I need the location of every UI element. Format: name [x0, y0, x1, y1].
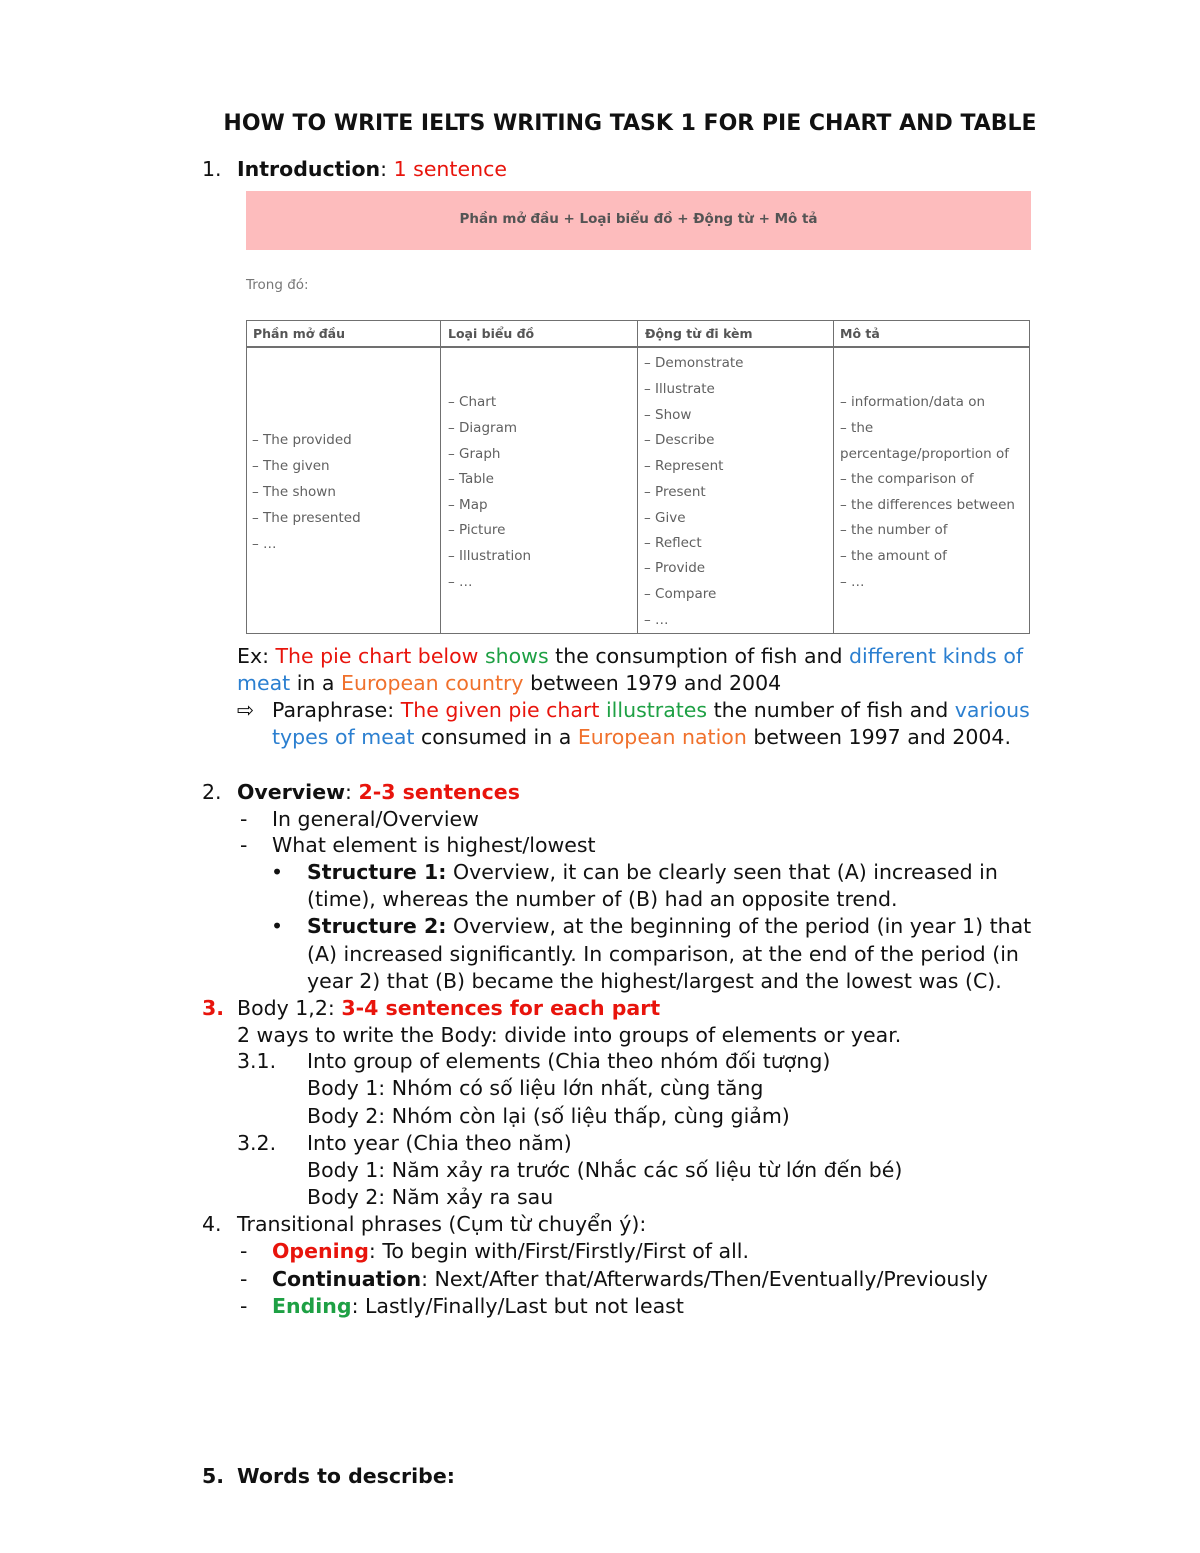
- table-cell: – Compare: [644, 586, 717, 602]
- structure-2-label: Structure 2:: [307, 914, 447, 938]
- example-prefix: Ex:: [237, 644, 276, 668]
- table-cell: – the amount of: [840, 548, 947, 564]
- table-cell: – …: [644, 612, 669, 628]
- words-heading: Words to describe:: [237, 1464, 455, 1488]
- where-label: Trong đó:: [246, 277, 309, 293]
- ending-text: : Lastly/Finally/Last but not least: [351, 1294, 684, 1318]
- bullet-icon: •: [271, 914, 284, 938]
- structure-1-line-2: (time), whereas the number of (B) had an opposite trend.: [307, 887, 898, 911]
- paraphrase-text: between 1997 and 2004.: [746, 725, 1011, 749]
- table-vline-0: [246, 320, 247, 634]
- example-description: meat: [237, 671, 291, 695]
- table-cell: – Reflect: [644, 535, 702, 551]
- body-3-2-title: Into year (Chia theo năm): [307, 1131, 572, 1155]
- paraphrase-prefix: Paraphrase:: [272, 698, 401, 722]
- body-count: 3-4 sentences for each part: [341, 996, 661, 1020]
- table-cell: – the differences between: [840, 497, 1015, 513]
- table-cell: – Represent: [644, 458, 724, 474]
- body-heading: Body 1,2: [237, 996, 328, 1020]
- intro-colon: :: [380, 157, 394, 181]
- arrow-icon: ⇨: [237, 698, 255, 722]
- transition-ending: [272, 1293, 684, 1320]
- overview-heading: Overview: [237, 780, 346, 804]
- opening-label: Opening: [272, 1239, 369, 1263]
- table-cell: – Provide: [644, 560, 706, 576]
- table-cell: – Demonstrate: [644, 355, 744, 371]
- example-description: different kinds of: [849, 644, 1024, 668]
- table-cell: – Give: [644, 510, 686, 526]
- structure-2-line-3: year 2) that (B) became the highest/largest and the lowest was (C).: [307, 969, 1002, 993]
- structure-1-text: Overview, it can be clearly seen that (A) increased in: [446, 860, 998, 884]
- table-header-col4: Mô tả: [840, 326, 880, 341]
- page-title: HOW TO WRITE IELTS WRITING TASK 1 FOR PIE CHART AND TABLE: [223, 111, 1037, 136]
- example-place: European country: [341, 671, 524, 695]
- table-cell: – …: [252, 536, 277, 552]
- dash-icon: -: [240, 833, 248, 857]
- table-cell: – The shown: [252, 484, 336, 500]
- table-cell: – the: [840, 420, 874, 436]
- example-intro-phrase: The pie chart below: [275, 644, 479, 668]
- example-text: in a: [290, 671, 341, 695]
- body-3-2-number: 3.2.: [237, 1131, 277, 1155]
- paraphrase-line-2: [272, 724, 1011, 751]
- table-header-border: [246, 346, 1030, 348]
- words-number: 5.: [202, 1464, 225, 1488]
- table-cell: – The given: [252, 458, 330, 474]
- table-bottom-border: [246, 633, 1030, 634]
- paraphrase-description: types of meat: [272, 725, 415, 749]
- table-cell: – The provided: [252, 432, 352, 448]
- table-cell: – Picture: [448, 522, 506, 538]
- structure-1-line-1: [307, 859, 998, 886]
- table-top-border: [246, 320, 1030, 321]
- overview-colon: :: [345, 780, 359, 804]
- table-cell: – Describe: [644, 432, 715, 448]
- structure-2-line-1: [307, 913, 1031, 940]
- transition-opening: [272, 1238, 749, 1265]
- intro-heading-line: [237, 156, 507, 183]
- paraphrase-text: consumed in a: [414, 725, 578, 749]
- table-cell: – information/data on: [840, 394, 986, 410]
- example-line-1: [237, 643, 1023, 670]
- dash-icon: -: [240, 1239, 248, 1263]
- ending-label: Ending: [272, 1294, 352, 1318]
- table-vline-1: [440, 320, 441, 634]
- table-vline-4: [1029, 320, 1030, 634]
- overview-number: 2.: [202, 780, 222, 804]
- table-cell: – the number of: [840, 522, 948, 538]
- table-cell: – …: [840, 574, 865, 590]
- overview-count: 2-3 sentences: [358, 780, 520, 804]
- example-line-2: [237, 670, 781, 697]
- table-cell: – Show: [644, 407, 692, 423]
- example-text: between 1979 and 2004: [523, 671, 782, 695]
- table-cell: – Chart: [448, 394, 497, 410]
- example-text: the consumption of fish and: [548, 644, 850, 668]
- intro-heading: Introduction: [237, 157, 381, 181]
- body-ways: 2 ways to write the Body: divide into groups of elements or year.: [237, 1023, 902, 1047]
- body-3-1-item-1: Body 1: Nhóm có số liệu lớn nhất, cùng tăng: [307, 1076, 764, 1100]
- dash-icon: -: [240, 1294, 248, 1318]
- table-cell: percentage/proportion of: [840, 446, 1010, 462]
- table-cell: – Map: [448, 497, 488, 513]
- table-cell: – Table: [448, 471, 494, 487]
- table-cell: – Present: [644, 484, 706, 500]
- transitions-heading: Transitional phrases (Cụm từ chuyển ý):: [237, 1212, 647, 1236]
- table-cell: – the comparison of: [840, 471, 974, 487]
- table-cell: – Illustration: [448, 548, 532, 564]
- table-cell: – Diagram: [448, 420, 518, 436]
- body-3-1-item-2: Body 2: Nhóm còn lại (số liệu thấp, cùng giảm): [307, 1104, 790, 1128]
- paraphrase-intro-phrase: The given pie chart: [400, 698, 600, 722]
- table-vline-2: [637, 320, 638, 634]
- overview-heading-line: [237, 779, 520, 806]
- structure-2-text: Overview, at the beginning of the period (in year 1) that: [446, 914, 1032, 938]
- table-cell: – …: [448, 574, 473, 590]
- structure-1-label: Structure 1:: [307, 860, 447, 884]
- overview-item: In general/Overview: [272, 807, 479, 831]
- transition-continuation: [272, 1266, 988, 1293]
- body-heading-line: [237, 995, 660, 1022]
- table-cell: – Illustrate: [644, 381, 715, 397]
- table-cell: – Graph: [448, 446, 501, 462]
- table-vline-3: [833, 320, 834, 634]
- table-header-col2: Loại biểu đồ: [448, 326, 535, 341]
- structure-2-line-2: (A) increased significantly. In comparison, at the end of the period (in: [307, 942, 1019, 966]
- body-3-1-number: 3.1.: [237, 1049, 277, 1073]
- body-number: 3.: [202, 996, 225, 1020]
- continuation-text: : Next/After that/Afterwards/Then/Eventually/Previously: [421, 1267, 988, 1291]
- paraphrase-line-1: [272, 697, 1030, 724]
- body-3-2-item-1: Body 1: Năm xảy ra trước (Nhắc các số liệu từ lớn đến bé): [307, 1158, 903, 1182]
- paraphrase-description: various: [954, 698, 1030, 722]
- formula-box: [246, 191, 1031, 250]
- example-verb: shows: [484, 644, 549, 668]
- paraphrase-verb: illustrates: [605, 698, 708, 722]
- intro-count: 1 sentence: [393, 157, 507, 181]
- table-header-col1: Phần mở đầu: [253, 326, 345, 341]
- paraphrase-place: European nation: [577, 725, 747, 749]
- transitions-number: 4.: [202, 1212, 222, 1236]
- dash-icon: -: [240, 807, 248, 831]
- bullet-icon: •: [271, 860, 284, 884]
- continuation-label: Continuation: [272, 1267, 422, 1291]
- body-3-2-item-2: Body 2: Năm xảy ra sau: [307, 1185, 554, 1209]
- dash-icon: -: [240, 1267, 248, 1291]
- body-3-1-title: Into group of elements (Chia theo nhóm đối tượng): [307, 1049, 831, 1073]
- body-colon: :: [327, 996, 342, 1020]
- overview-item: What element is highest/lowest: [272, 833, 596, 857]
- paraphrase-text: the number of fish and: [707, 698, 955, 722]
- table-header-col3: Động từ đi kèm: [645, 326, 753, 341]
- intro-number: 1.: [202, 157, 222, 181]
- opening-text: : To begin with/First/Firstly/First of all.: [368, 1239, 749, 1263]
- formula-text: Phần mở đầu + Loại biểu đồ + Động từ + Mô tả: [459, 211, 818, 227]
- table-cell: – The presented: [252, 510, 361, 526]
